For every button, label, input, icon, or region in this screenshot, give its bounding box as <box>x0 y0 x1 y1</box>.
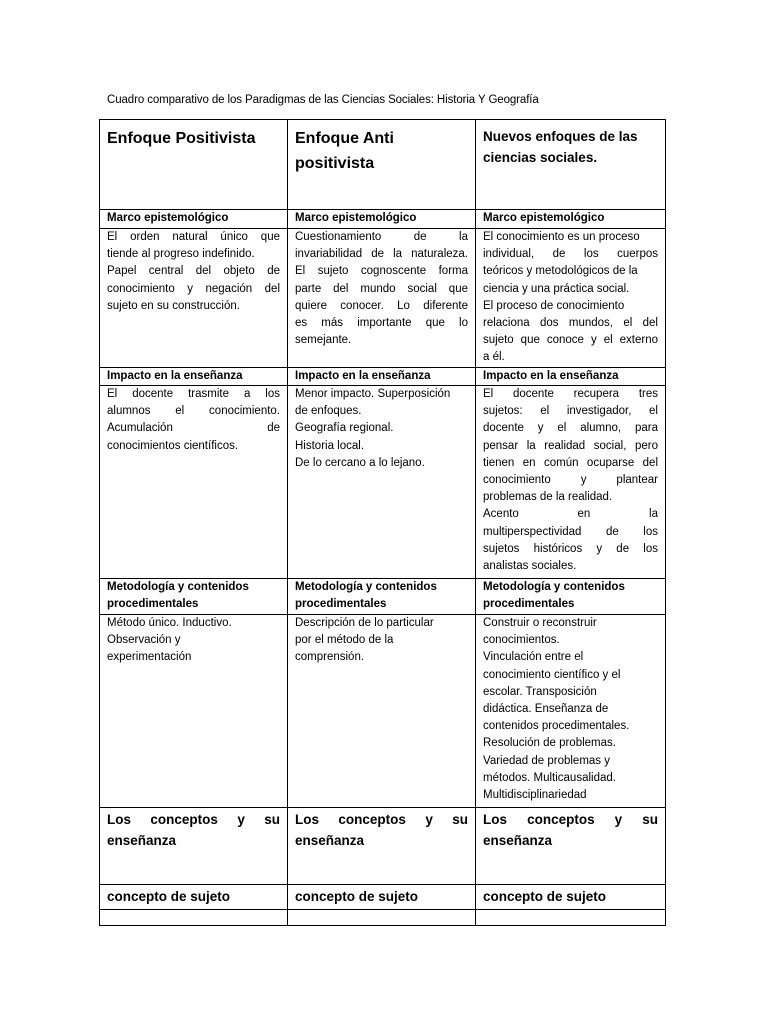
text-line: Vinculación entre el <box>483 651 584 664</box>
text-line: Observación y <box>107 634 181 647</box>
cell-metodologia-anti-positivista <box>288 615 476 808</box>
text-line: métodos. Multicausalidad. <box>483 771 616 784</box>
text-line: comprensión. <box>295 651 365 664</box>
text-line: El conocimiento es un proceso <box>483 231 640 243</box>
row-conceptos <box>100 808 666 885</box>
cell-impacto-nuevos <box>476 386 666 579</box>
text-line: Acumulación de <box>107 422 280 435</box>
cell-impacto-positivista <box>100 386 288 579</box>
section-row-impacto <box>100 368 666 386</box>
cell-empty-2 <box>288 910 476 926</box>
text-line: multiperspectividad de los <box>483 525 658 538</box>
cell-metodologia-nuevos <box>476 615 666 808</box>
text-line: escolar. Transposición <box>483 685 597 698</box>
text-line: conocimiento científico y el <box>483 668 621 681</box>
content-row-impacto <box>100 386 666 579</box>
text-line: El docente recupera tres <box>483 388 658 400</box>
text-line: sujetos históricos y de los <box>483 542 658 555</box>
cell-empty-1 <box>100 910 288 926</box>
comparison-table <box>99 119 666 926</box>
text-line: conocimiento y negación del <box>107 282 280 295</box>
text-line: tienen en común ocuparse del <box>483 456 658 469</box>
text-line: Resolución de problemas. <box>483 737 616 750</box>
text-line: teóricos y metodológicos de la <box>483 265 638 278</box>
cell-sujeto-nuevos: concepto de sujeto <box>476 885 666 910</box>
document-title: Cuadro comparativo de los Paradigmas de las Ciencias Sociales: Historia Y Geografía <box>107 94 539 106</box>
text-line: por el método de la <box>295 634 394 647</box>
section-row-metodologia <box>100 579 666 615</box>
header-nuevos-enfoques: Nuevos enfoques de las ciencias sociales. <box>476 120 666 210</box>
text-line: sujeto que conoce y el externo <box>483 334 658 347</box>
text-line: Geografía regional. <box>295 422 394 435</box>
section-label-impacto-1: Impacto en la enseñanza <box>100 368 288 386</box>
row-empty <box>100 910 666 926</box>
text-line: El orden natural único que <box>107 231 280 243</box>
text-line: contenidos procedimentales. <box>483 720 630 733</box>
header-positivista: Enfoque Positivista <box>100 120 288 210</box>
cell-conceptos-nuevos: Los conceptos y su enseñanza <box>476 808 666 885</box>
cell-empty-3 <box>476 910 666 926</box>
cell-sujeto-positivista: concepto de sujeto <box>100 885 288 910</box>
text-line: Multidisciplinariedad <box>483 789 587 802</box>
text-line: De lo cercano a lo lejano. <box>295 456 425 469</box>
section-label-metodologia-2: Metodología y contenidos procedimentales <box>288 579 476 615</box>
text-line: Construir o reconstruir <box>483 617 597 629</box>
text-line: ciencia y una práctica social. <box>483 282 630 295</box>
section-label-metodologia-1: Metodología y contenidos procedimentales <box>100 579 288 615</box>
cell-marco-nuevos <box>476 229 666 368</box>
text-line: a él. <box>483 351 505 364</box>
section-label-impacto-2: Impacto en la enseñanza <box>288 368 476 386</box>
text-line: conocimientos. <box>483 634 560 647</box>
header-anti-positivista: Enfoque Anti positivista <box>288 120 476 210</box>
cell-marco-anti-positivista <box>288 229 476 368</box>
section-label-marco-1: Marco epistemológico <box>100 210 288 229</box>
text-line: Historia local. <box>295 439 365 452</box>
cell-sujeto-anti-positivista: concepto de sujeto <box>288 885 476 910</box>
text-line: Menor impacto. Superposición <box>295 388 451 400</box>
text-line: alumnos el conocimiento. <box>107 405 280 418</box>
text-line: conocimiento y plantear <box>483 474 658 487</box>
text-line: sujetos: el investigador, el <box>483 405 658 418</box>
text-line: semejante. <box>295 334 352 347</box>
text-line: Descripción de lo particular <box>295 617 434 629</box>
text-line: experimentación <box>107 651 192 664</box>
text-line: relaciona dos mundos, el del <box>483 317 658 330</box>
text-line: problemas de la realidad. <box>483 491 613 504</box>
row-sujeto <box>100 885 666 910</box>
text-line: Acento en la <box>483 508 658 521</box>
text-line: El proceso de conocimiento <box>483 299 625 312</box>
text-line: El sujeto cognoscente forma <box>295 265 468 278</box>
header-row <box>100 120 666 210</box>
section-row-marco <box>100 210 666 229</box>
cell-conceptos-positivista: Los conceptos y su enseñanza <box>100 808 288 885</box>
text-line: tiende al progreso indefinido. <box>107 248 255 261</box>
text-line: es más importante que lo <box>295 317 468 330</box>
text-line: El docente trasmite a los <box>107 388 280 400</box>
text-line: de enfoques. <box>295 405 362 418</box>
section-label-marco-3: Marco epistemológico <box>476 210 666 229</box>
text-line: invariabilidad de la naturaleza. <box>295 248 468 261</box>
section-label-metodologia-3: Metodología y contenidos procedimentales <box>476 579 666 615</box>
text-line: conocimientos científicos. <box>107 439 239 452</box>
text-line: Variedad de problemas y <box>483 754 610 767</box>
cell-marco-positivista <box>100 229 288 368</box>
text-line: Cuestionamiento de la <box>295 231 468 243</box>
text-line: individual, de los cuerpos <box>483 248 658 261</box>
text-line: sujeto en su construcción. <box>107 299 240 312</box>
section-label-impacto-3: Impacto en la enseñanza <box>476 368 666 386</box>
text-line: parte del mundo social que <box>295 282 468 295</box>
text-line: Papel central del objeto de <box>107 265 280 278</box>
text-line: docente y el alumno, para <box>483 422 658 435</box>
cell-metodologia-positivista <box>100 615 288 808</box>
section-label-marco-2: Marco epistemológico <box>288 210 476 229</box>
text-line: didáctica. Enseñanza de <box>483 703 609 716</box>
text-line: analistas sociales. <box>483 560 577 573</box>
text-line: quiere conocer. Lo diferente <box>295 299 468 312</box>
text-line: pensar la realidad social, pero <box>483 439 658 452</box>
cell-impacto-anti-positivista <box>288 386 476 579</box>
content-row-marco <box>100 229 666 368</box>
cell-conceptos-anti-positivista: Los conceptos y su enseñanza <box>288 808 476 885</box>
text-line: Método único. Inductivo. <box>107 617 232 629</box>
content-row-metodologia <box>100 615 666 808</box>
